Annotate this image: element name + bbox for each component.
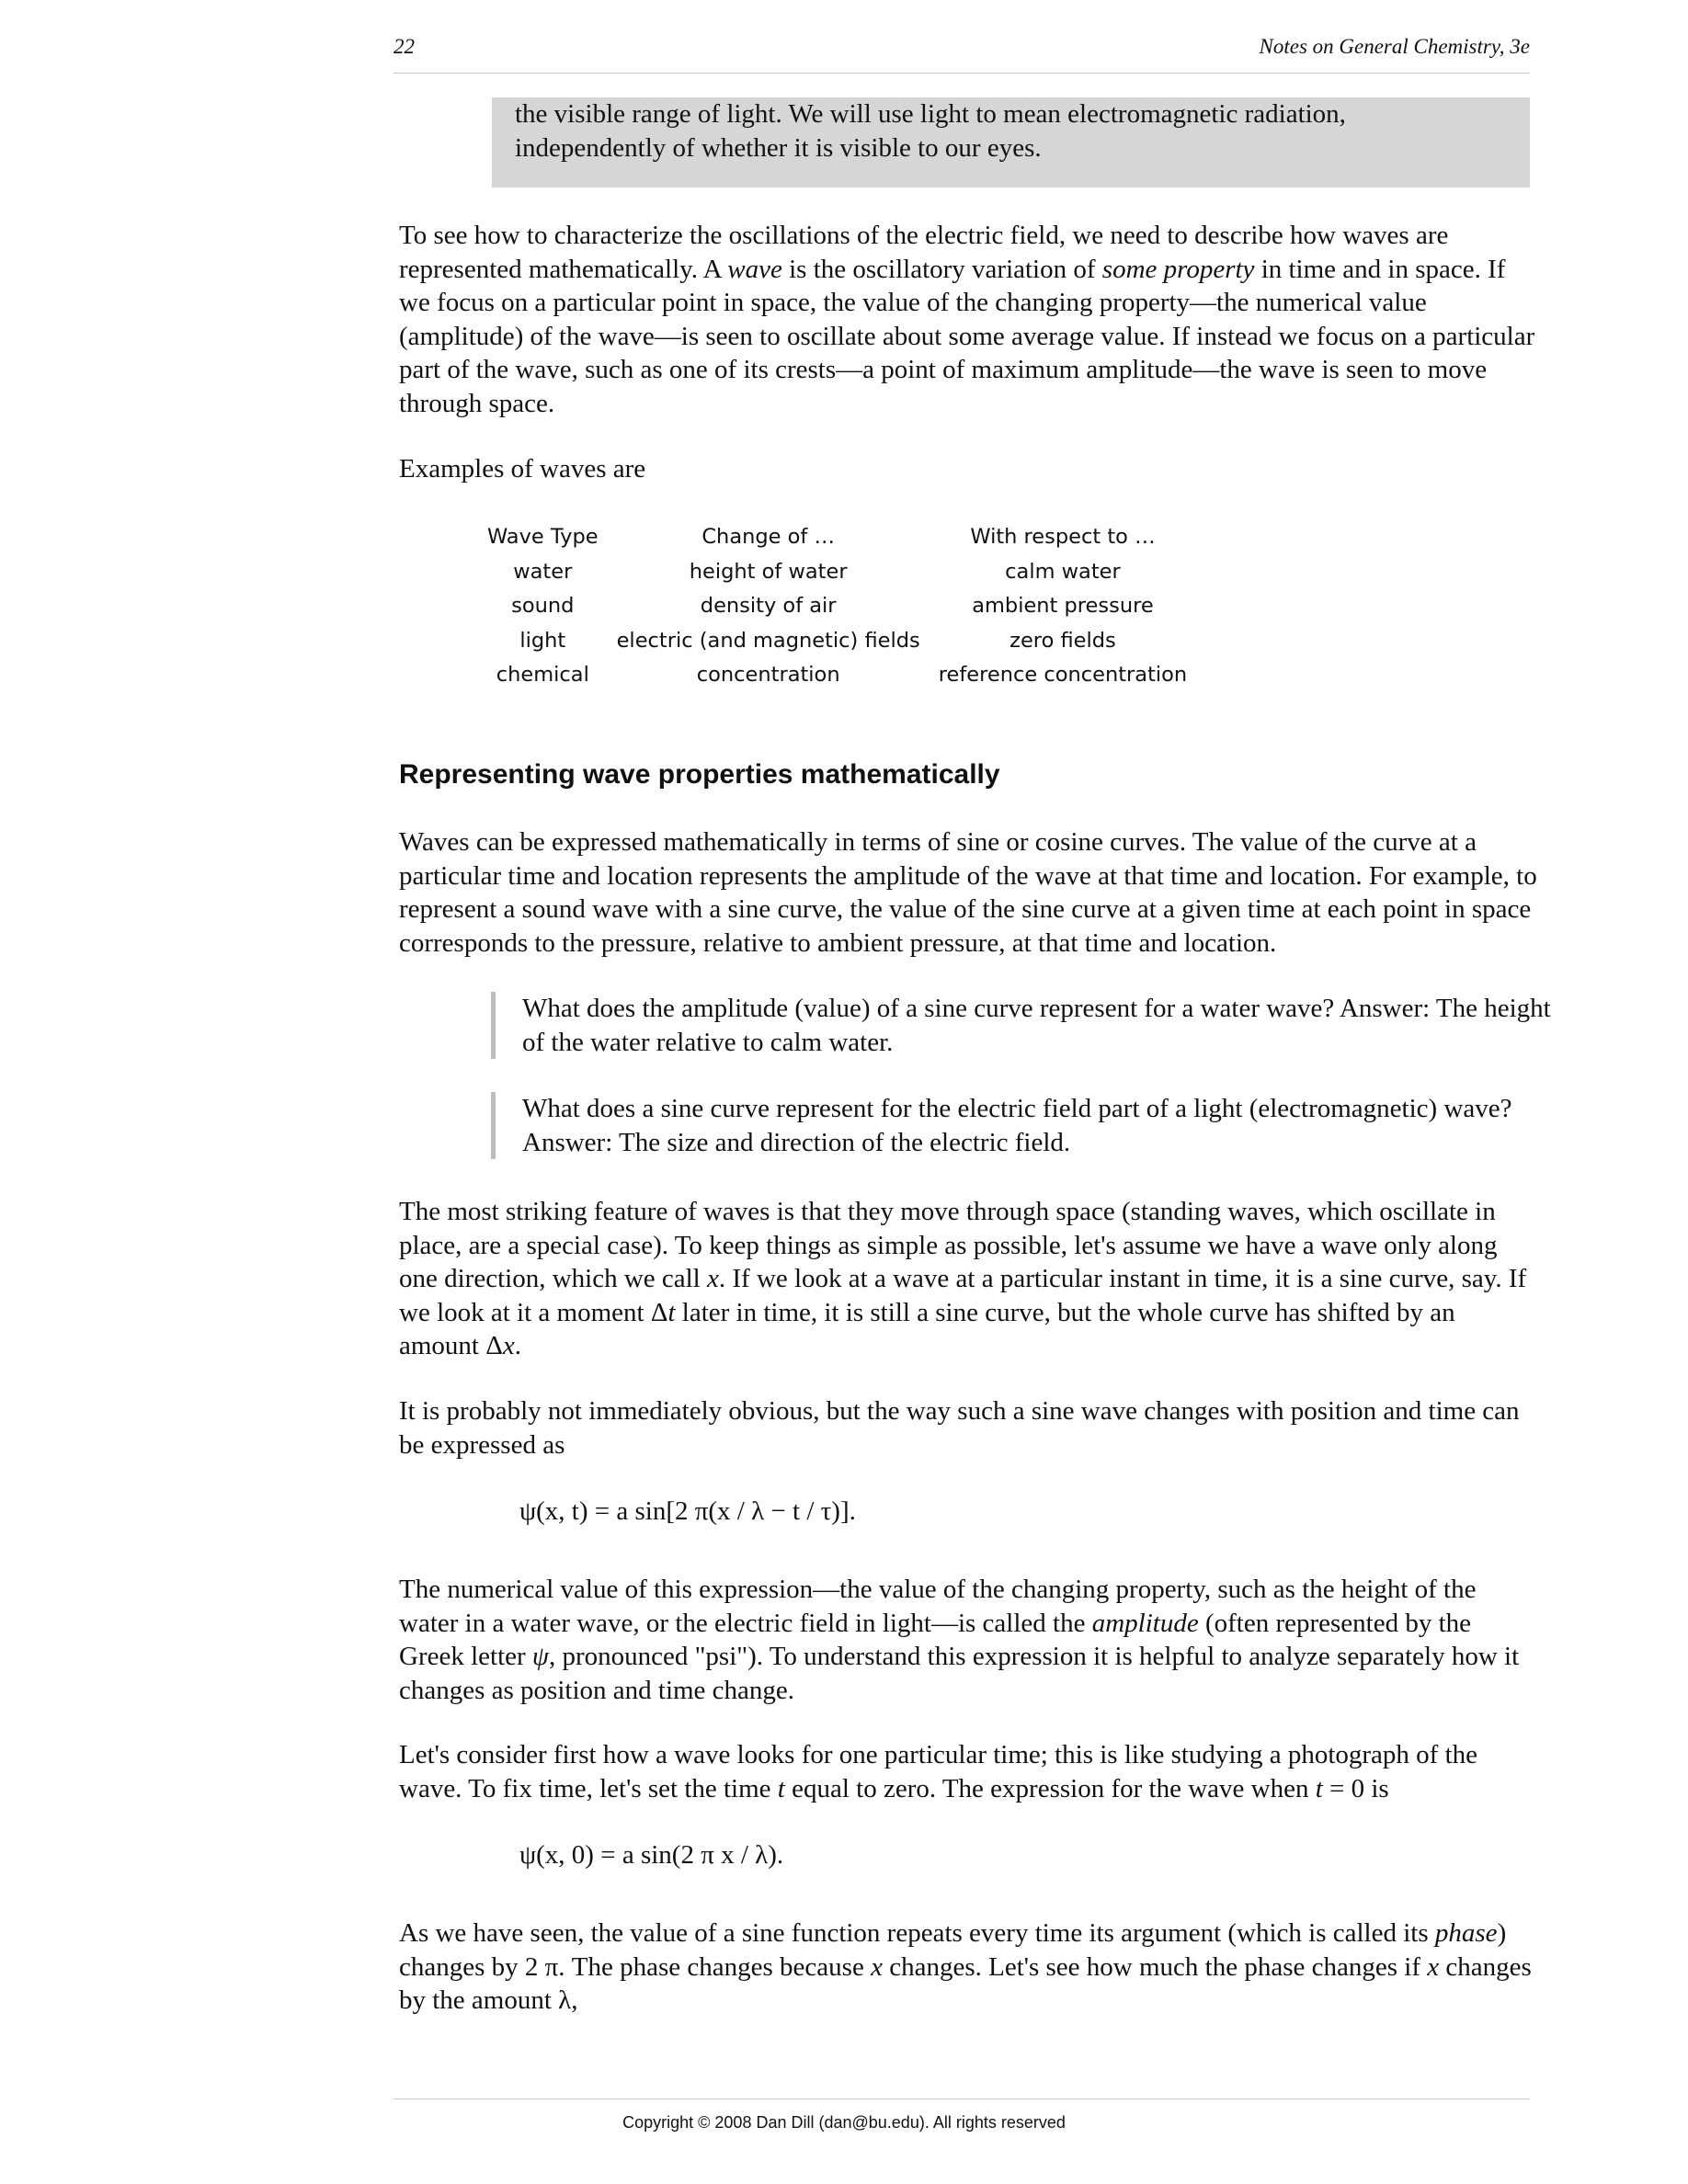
paragraph-wave-definition: To see how to characterize the oscillations of the electric field, we need to describe how waves are represented mathematically. A wave is the oscillatory variation of some property in time and in space. If we focus on a particular point in space, the value of the changing property—the numerical value (amplitude) of the wave—is seen to oscillate about some average value. If instead we focus on a particular part of the wave, such as one of its crests—a point of maximum amplitude—the wave is seen to move through space. <box>399 221 1535 418</box>
highlight-box-line: independently of whether it is visible to our eyes. <box>515 133 1042 163</box>
table-header-cell: With respect to … <box>970 525 1156 549</box>
table-header-cell: Change of … <box>701 525 835 549</box>
question-block-water: What does the amplitude (value) of a sine curve represent for a water wave? Answer: The height of the water relative to calm water. <box>491 992 1570 1059</box>
table-cell: concentration <box>696 663 840 687</box>
header-divider <box>393 73 1530 74</box>
table-header-row <box>478 520 1196 555</box>
table-cell: light <box>519 628 566 653</box>
paragraph-examples-intro: Examples of waves are <box>399 454 646 483</box>
table-row <box>478 555 1196 590</box>
table-cell: electric (and magnetic) fields <box>616 628 920 653</box>
paragraph-sine-representation: Waves can be expressed mathematically in terms of sine or cosine curves. The value of the curve at a particular time and location represents the amplitude of the wave at that time and location. For example, to represent a sound wave with a sine curve, the value of the sine curve at a given time at each point in space corresponds to the pressure, relative to ambient pressure, at that time and location. <box>399 827 1537 958</box>
wave-examples-table <box>478 520 1196 693</box>
question-block-light: What does a sine curve represent for the electric field part of a light (electromagnetic) wave? Answer: The size and direction of the electric field. <box>491 1092 1570 1159</box>
paragraph-amplitude: The numerical value of this expression—the value of the changing property, such as the height of the water in a water wave, or the electric field in light—is called the amplitude (often represented by the Greek letter ψ, pronounced "psi"). To understand this expression it is helpful to analyze separately how it changes as position and time change. <box>399 1575 1520 1705</box>
table-header-cell: Wave Type <box>487 525 599 549</box>
paragraph-wave-motion: The most striking feature of waves is that they move through space (standing waves, which oscillate in place, are a special case). To keep things as simple as possible, let's assume we have a wave only along one direction, which we call x. If we look at a wave at a particular instant in time, it is a sine curve, say. If we look at it a moment Δt later in time, it is still a sine curve, but the whole curve has shifted by an amount Δx. <box>399 1197 1527 1361</box>
table-cell: density of air <box>700 594 837 618</box>
section-title: Representing wave properties mathematically <box>399 759 1000 790</box>
table-cell: chemical <box>496 663 589 687</box>
table-row <box>478 624 1196 659</box>
copyright-footer: Copyright © 2008 Dan Dill (dan@bu.edu). All rights reserved <box>622 2113 1066 2132</box>
table-cell: reference concentration <box>938 663 1188 687</box>
paragraph-expression-intro: It is probably not immediately obvious, but the way such a sine wave changes with position and time can be expressed as <box>399 1396 1520 1460</box>
table-cell: water <box>513 559 573 584</box>
table-cell: calm water <box>1005 559 1121 584</box>
page-number: 22 <box>393 35 415 58</box>
table-row <box>478 589 1196 624</box>
table-cell: zero fields <box>1009 628 1116 653</box>
highlight-box-line: the visible range of light. We will use light to mean electromagnetic radiation, <box>515 99 1346 129</box>
paragraph-fixed-time: Let's consider first how a wave looks for one particular time; this is like studying a photograph of the wave. To fix time, let's set the time t equal to zero. The expression for the wave when t = 0 is <box>399 1740 1478 1803</box>
table-cell: sound <box>511 594 575 618</box>
table-cell: ambient pressure <box>972 594 1154 618</box>
equation-wave-time-zero: ψ(x, 0) = a sin(2 π x / λ). <box>519 1840 784 1870</box>
table-row <box>478 658 1196 693</box>
highlight-box <box>492 97 1530 188</box>
equation-wave-function: ψ(x, t) = a sin[2 π(x / λ − t / τ)]. <box>519 1496 856 1526</box>
paragraph-phase: As we have seen, the value of a sine function repeats every time its argument (which is called its phase) changes by 2 π. The phase changes because x changes. Let's see how much the phase changes if x changes by the amount λ, <box>399 1918 1532 2016</box>
running-title: Notes on General Chemistry, 3e <box>1259 35 1530 58</box>
table-cell: height of water <box>689 559 848 584</box>
